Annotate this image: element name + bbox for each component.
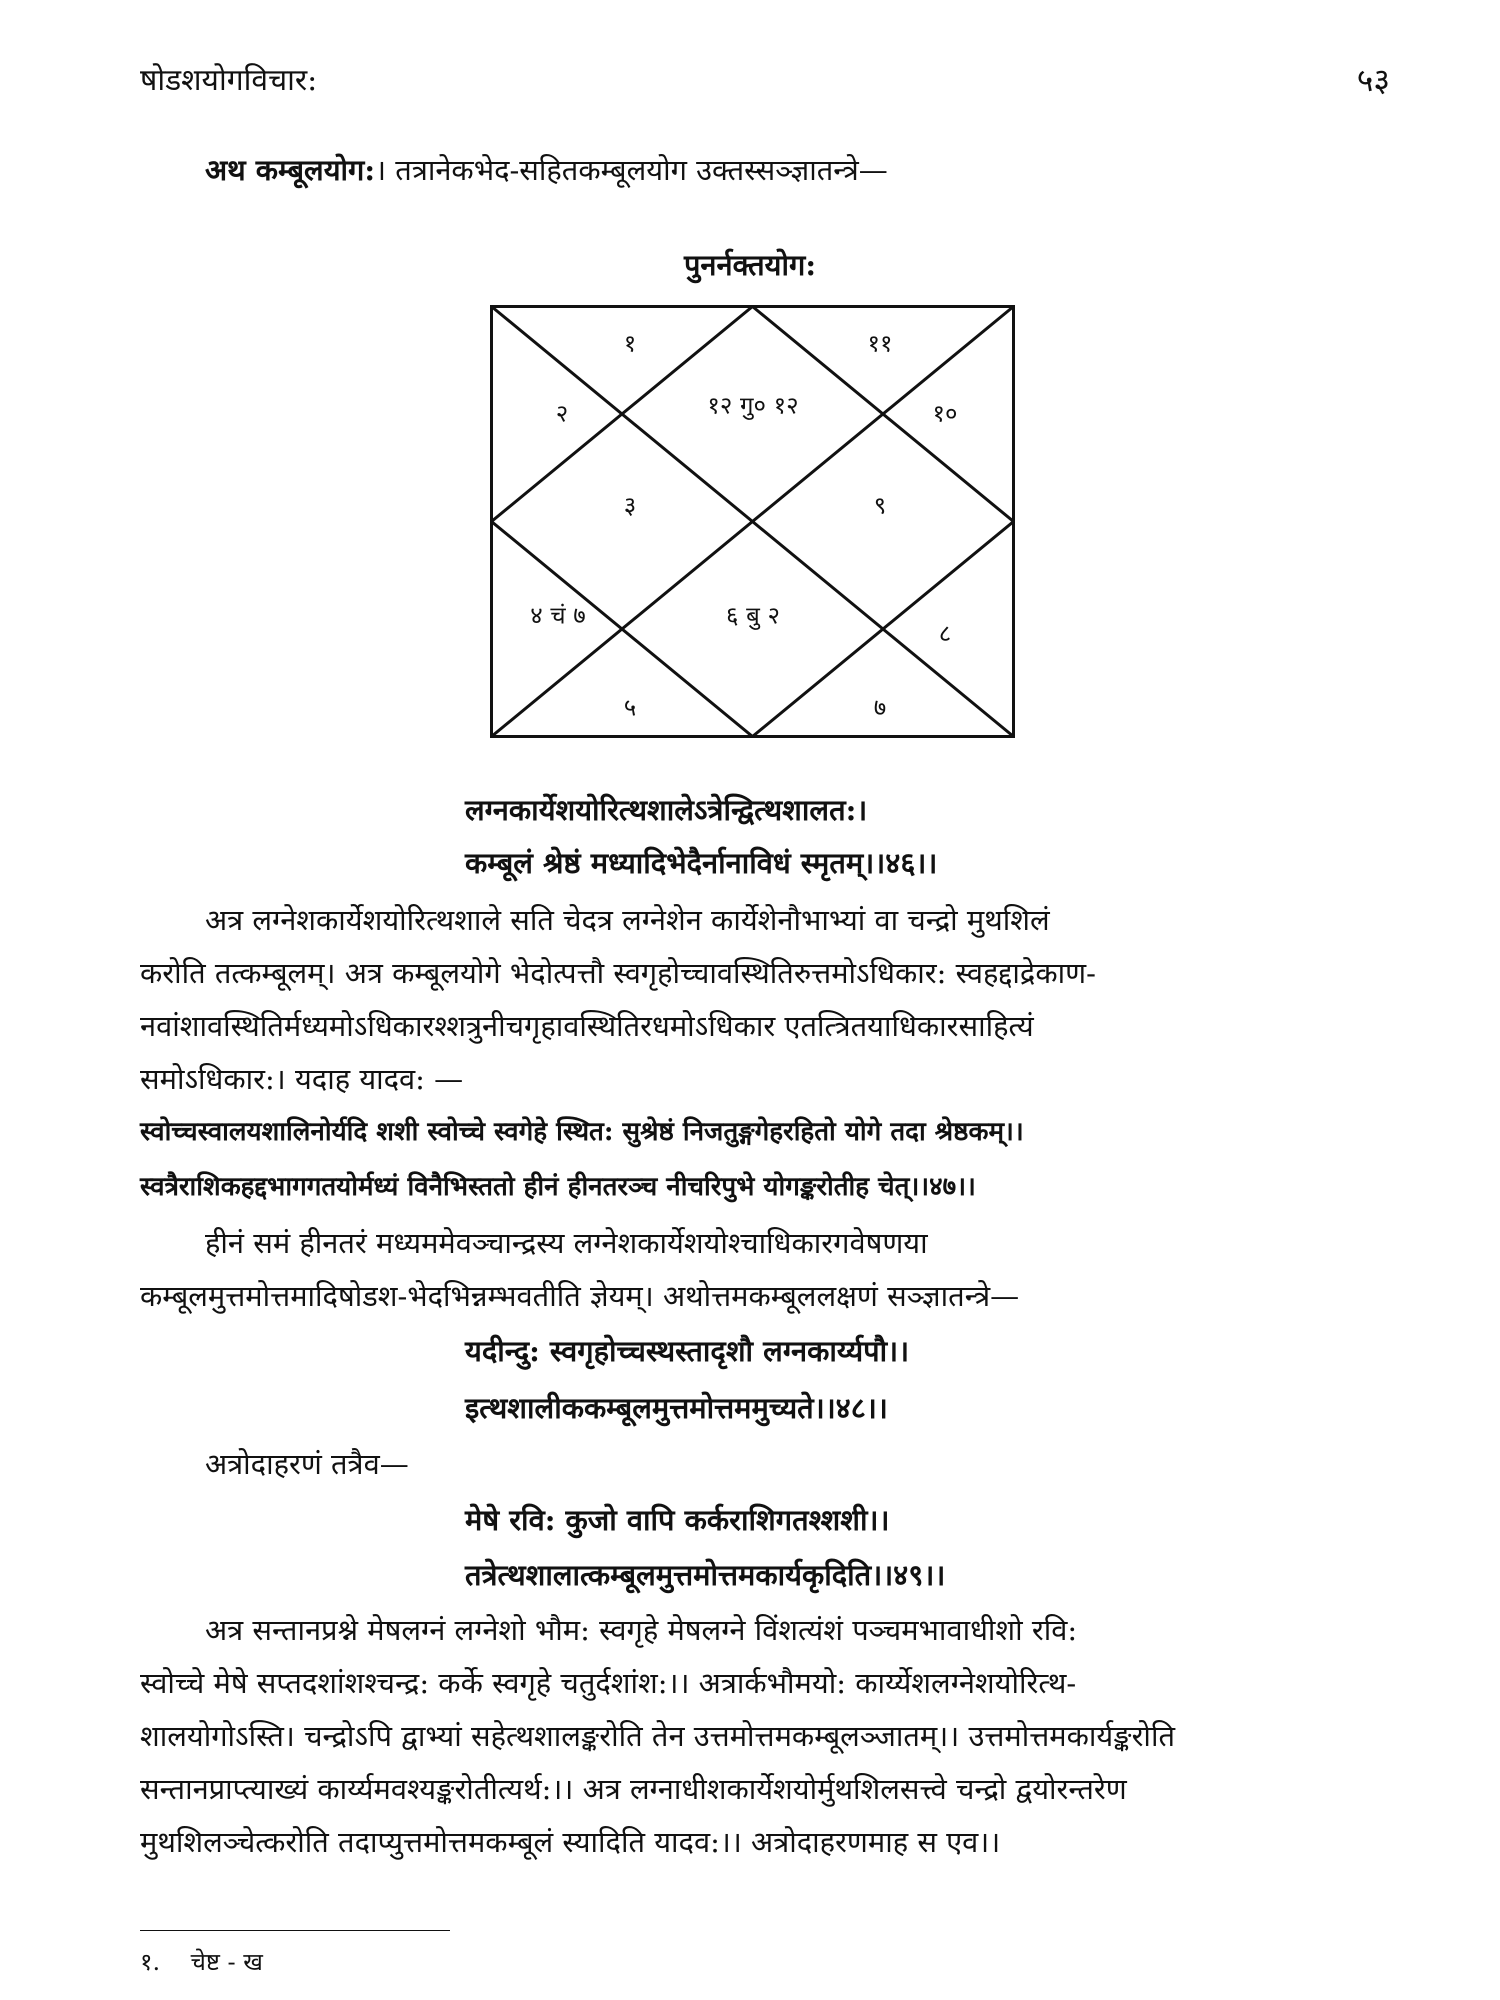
para1-line-4: समोऽधिकार:। यदाह यादव: — [140,1062,464,1096]
house-8: ८ [938,619,952,648]
house-7: ७ [873,693,887,722]
intro-rest: । तत्रानेकभेद-सहितकम्बूलयोग उक्तस्सञ्ज्ञातन्त्रे— [375,153,888,187]
para2-line-1: हीनं समं हीनतरं मध्यममेवञ्चान्द्रस्य लग्नेशकार्येशयोश्चाधिकारगवेषणया [205,1226,928,1260]
verse-47-line-1: स्वोच्चस्वालयशालिनोर्यदि शशी स्वोच्चे स्वगेहे स्थित: सुश्रेष्ठं निजतुङ्गगेहरहितो योगे तदा श्रेष्ठकम्।। [140,1117,1024,1147]
para3-line-3: शालयोगोऽस्ति। चन्द्रोऽपि द्वाभ्यां सहेत्थशालङ्करोति तेन उत्तमोत्तमकम्बूलञ्जातम्।। उत्तमोत्तमकार्यङ्करोति [140,1719,1175,1753]
house-6: ६ बु २ [726,601,780,630]
intro-line [205,150,1390,189]
para3-line-5: मुथशिलञ्चेत्करोति तदाप्युत्तमोत्तमकम्बूलं स्यादिति यादव:।। अत्रोदाहरणमाह स एव।। [140,1825,1001,1859]
verse-48-line-2: इत्थशालीककम्बूलमुत्तमोत्तममुच्यते।।४८।। [465,1391,888,1425]
para1-line-2: करोति तत्कम्बूलम्। अत्र कम्बूलयोगे भेदोत्पत्तौ स्वगृहोच्चावस्थितिरुत्तमोऽधिकार: स्वहद्दाद्रेकाण- [140,956,1096,990]
horoscope-chart [490,305,1015,738]
verse-48-line-1: यदीन्दु: स्वगृहोच्चस्थस्तादृशौ लग्नकार्य्यपौ।। [465,1334,910,1368]
para3-line-2: स्वोच्चे मेषे सप्तदशांशश्चन्द्र: कर्के स्वगृहे चतुर्दशांश:।। अत्रार्कभौमयो: कार्य्येशलग्नेशयोरित्थ- [140,1666,1077,1700]
para2-line-2: कम्बूलमुत्तमोत्तमादिषोडश-भेदभिन्नम्भवतीति ज्ञेयम्। अथोत्तमकम्बूललक्षणं सञ्ज्ञातन्त्रे— [140,1279,1020,1313]
para1-line-1: अत्र लग्नेशकार्येशयोरित्थशाले सति चेदत्र लग्नेशेन कार्येशेनौभाभ्यां वा चन्द्रो मुथशिलं [205,903,1050,937]
para3-line-1: अत्र सन्तानप्रश्ने मेषलग्नं लग्नेशो भौम: स्वगृहे मेषलग्ने विंशत्यंशं पञ्चमभावाधीशो रवि: [205,1613,1078,1647]
verse-46-line-2: कम्बूलं श्रेष्ठं मध्यादिभेदैर्नानाविधं स्मृतम्।।४६।। [465,846,938,880]
house-10: १० [932,399,958,428]
para1-line-3: नवांशावस्थितिर्मध्यमोऽधिकारश्शत्रुनीचगृहावस्थितिरधमोऽधिकार एतत्त्रितयाधिकारसाहित्यं [140,1009,1034,1043]
house-12: १२ गु० १२ [707,391,799,420]
footnote-rule [140,1930,450,1931]
house-5: ५ [623,693,637,722]
verse-46-line-1: लग्नकार्येशयोरित्थशालेऽत्रेन्द्वित्थशालत:। [465,793,868,827]
house-1: १ [623,329,637,358]
footnote: १. चेष्ट - ख [140,1948,263,1976]
running-header-title: षोडशयोगविचार: [140,63,318,98]
house-4: ४ चं ७ [530,601,586,630]
house-11: ११ [867,329,893,358]
chart-title: पुनर्नक्तयोग: [683,248,817,282]
intro-bold: अथ कम्बूलयोग: [205,153,376,187]
verse-49-line-2: तत्रेत्थशालात्कम्बूलमुत्तमोत्तमकार्यकृदिति।।४९।। [465,1558,946,1592]
example-intro: अत्रोदाहरणं तत्रैव— [205,1447,409,1481]
verse-47-line-2: स्वत्रैराशिकहद्दभागगतयोर्मध्यं विनैभिस्ततो हीनं हीनतरञ्च नीचरिपुभे योगङ्करोतीह चेत्।।४७।। [140,1172,976,1202]
para3-line-4: सन्तानप्राप्त्याख्यं कार्य्यमवश्यङ्करोतीत्यर्थ:।। अत्र लग्नाधीशकार्येशयोर्मुथशिलसत्त्वे चन्द्रो द्वयोरन्तरेण [140,1772,1127,1806]
house-9: ९ [873,491,887,520]
house-2: २ [555,399,569,428]
house-3: ३ [623,491,637,520]
page-number: ५३ [1356,61,1390,99]
chart-grid [490,305,1015,738]
verse-49-line-1: मेषे रवि: कुजो वापि कर्कराशिगतश्शशी।। [465,1503,890,1537]
